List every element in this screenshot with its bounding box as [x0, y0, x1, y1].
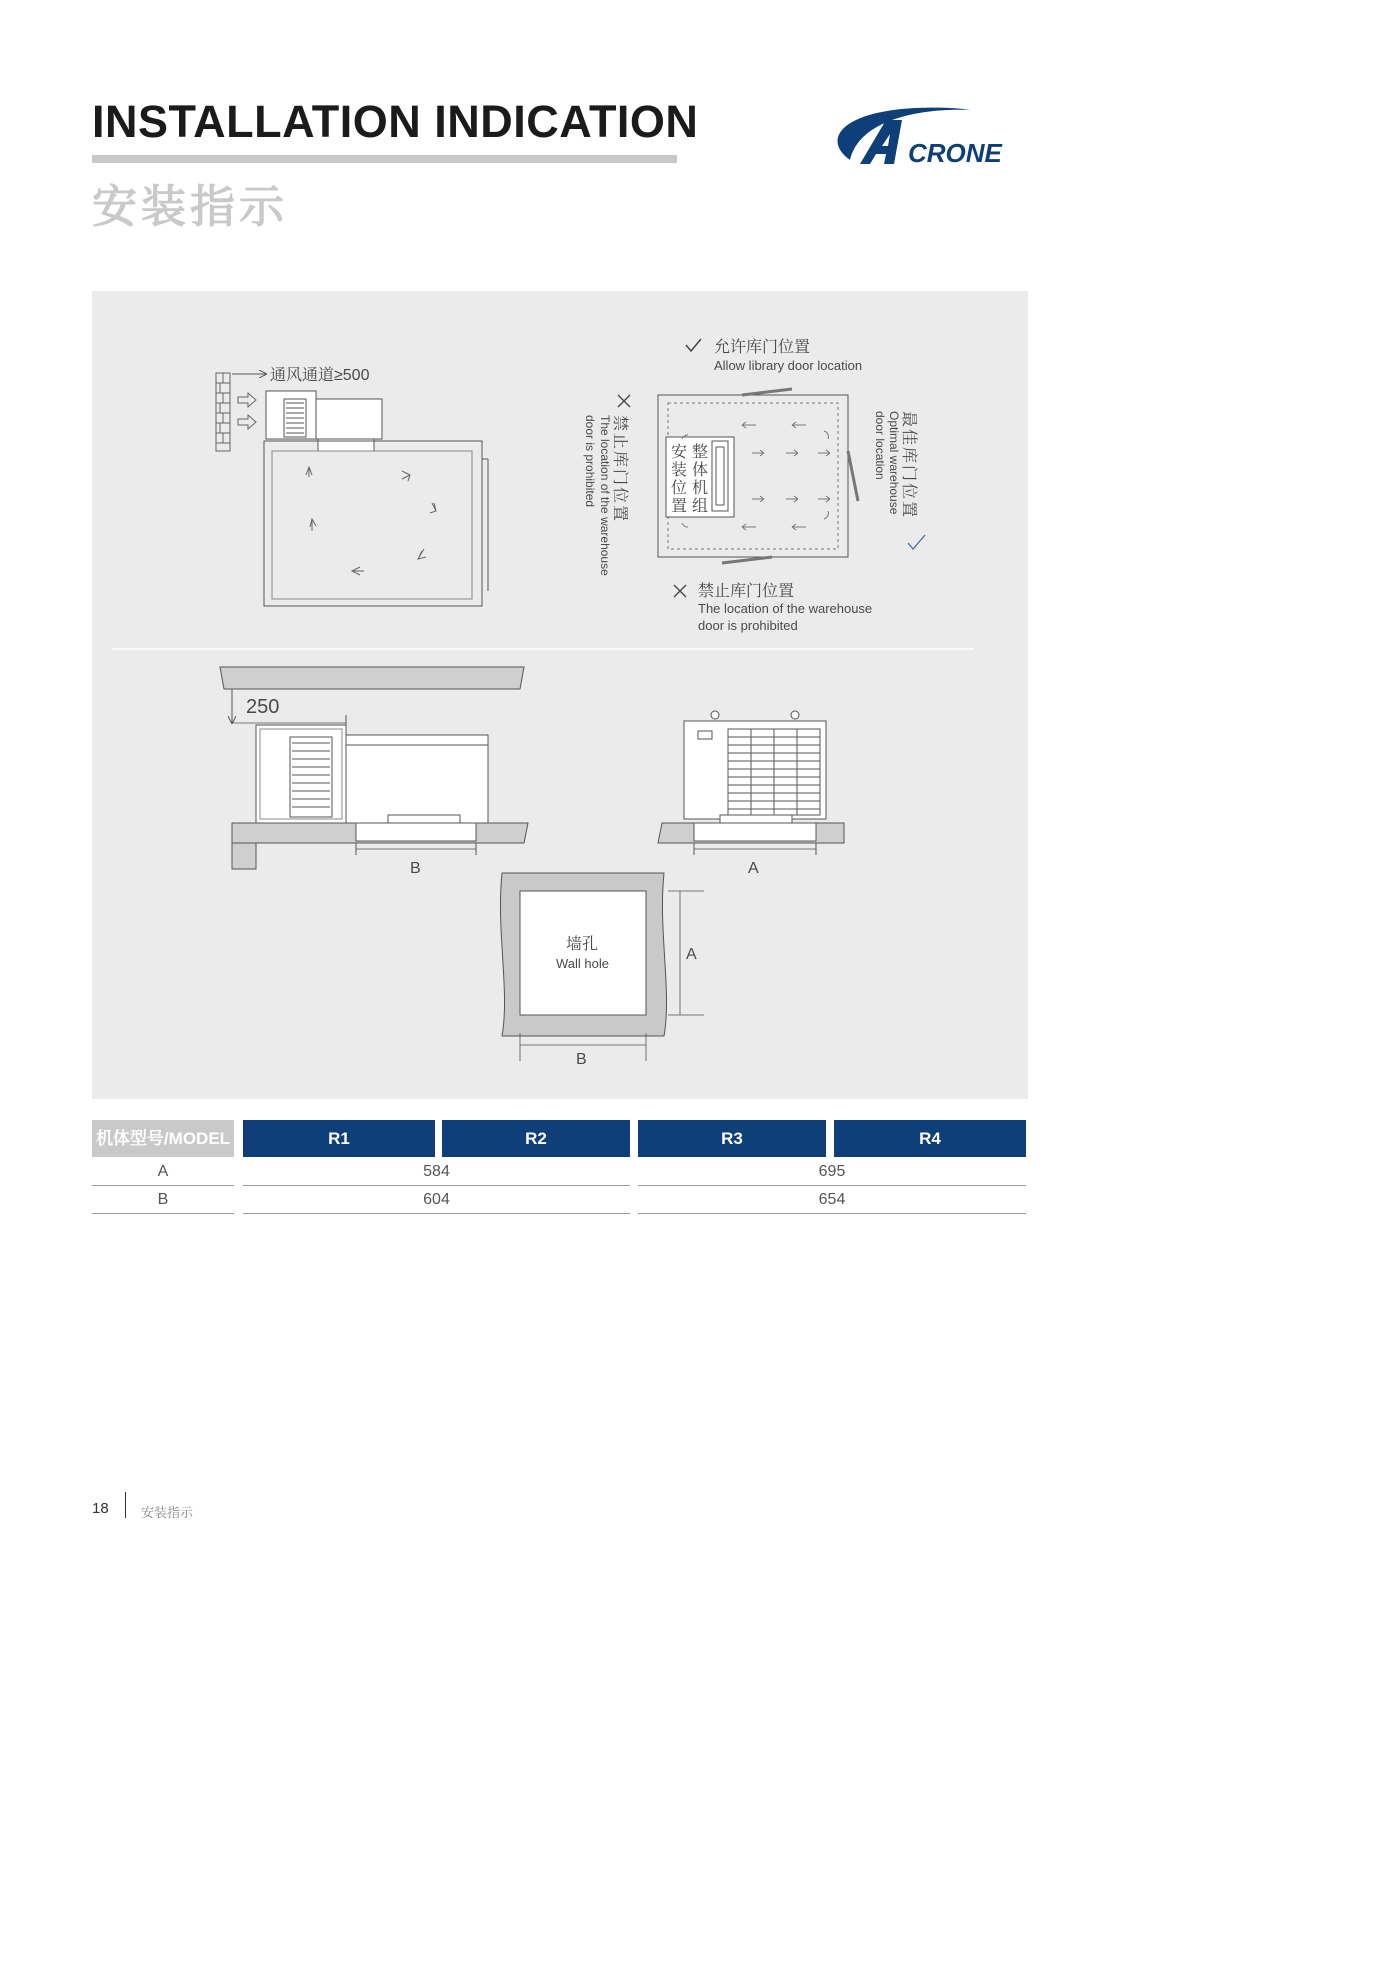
installation-diagram-panel: [92, 291, 1028, 1099]
front-wall-hole-insert: [694, 823, 816, 841]
arrow-up-icon: [310, 519, 316, 531]
door-right: [848, 451, 858, 501]
row-b-label: B: [92, 1187, 234, 1214]
cold-room-outline: [264, 441, 482, 606]
lifting-eye-icon: [711, 711, 719, 719]
side-dim-b: B: [410, 860, 421, 877]
svg-text:安: 安: [671, 444, 688, 461]
brick-wall: [216, 373, 230, 451]
table-header-r3: R3: [638, 1120, 826, 1157]
evaporator-housing: [316, 399, 382, 439]
prohibited-bottom-zh: 禁止库门位置: [698, 583, 795, 600]
footer-section: 安装指示: [141, 1505, 194, 1520]
optimal-label-zh: 最佳库门位置: [900, 411, 917, 520]
door-top: [742, 389, 792, 395]
lifting-eye-icon: [791, 711, 799, 719]
vent-channel-label: 通风通道≥500: [270, 367, 370, 384]
svg-text:组: 组: [692, 498, 709, 515]
wall-hole-detail: [500, 873, 704, 1068]
door-bottom: [722, 557, 772, 563]
table-header-r2: R2: [442, 1120, 630, 1157]
condensing-unit: [266, 391, 316, 439]
plan-view-door-positions: [583, 338, 925, 633]
prohibited-bottom-en-1: The location of the warehouse: [698, 601, 873, 616]
ceiling-slab: [220, 667, 524, 689]
check-icon: [908, 535, 925, 549]
model-dimension-table: [92, 1120, 1028, 1216]
row-b-r3-r4: 654: [638, 1187, 1026, 1214]
wall-hole: [520, 891, 646, 1015]
row-a-r1-r2: 584: [243, 1159, 630, 1186]
wall-dim-b: B: [576, 1051, 587, 1068]
check-icon: [686, 339, 701, 351]
airflow-arrow-icon: [238, 393, 256, 407]
prohibited-left-en-2: door is prohibited: [583, 415, 597, 508]
svg-text:装: 装: [671, 462, 688, 479]
row-a-label: A: [92, 1159, 234, 1186]
cross-icon: [618, 395, 630, 407]
row-b-r1-r2: 604: [243, 1187, 630, 1214]
unit-label-col1-1: 整: [692, 444, 709, 461]
table-header-r4: R4: [834, 1120, 1026, 1157]
clearance-value: 250: [246, 696, 280, 718]
page-subtitle: 安装指示: [92, 181, 289, 232]
side-evaporator: [346, 735, 488, 823]
air-circulation-arrows: [306, 467, 436, 575]
airflow-arrow-icon: [238, 415, 256, 429]
svg-text:机: 机: [692, 480, 709, 497]
allow-label-zh: 允许库门位置: [714, 339, 811, 356]
table-header-model: 机体型号/MODEL: [92, 1120, 234, 1157]
front-elevation: [658, 711, 844, 877]
optimal-label-en-1: Optimal warehouse: [887, 411, 901, 515]
table-header-r1: R1: [243, 1120, 435, 1157]
svg-text:体: 体: [692, 462, 709, 479]
title-underline: [92, 155, 677, 163]
installation-diagram: [92, 291, 1028, 1099]
side-view-ventilation: [216, 366, 488, 606]
allow-label-en: Allow library door location: [714, 358, 863, 373]
optimal-label-en-2: door location: [873, 411, 887, 480]
arrow-left-icon: [352, 567, 364, 575]
svg-text:位: 位: [671, 480, 688, 497]
arrow-up-icon: [306, 467, 312, 477]
arrow-diag-icon: [430, 503, 436, 513]
wall-hole-zh: 墙孔: [566, 936, 599, 953]
row-a-r3-r4: 695: [638, 1159, 1026, 1186]
footer-divider: [125, 1492, 126, 1518]
side-wall-hole-insert: [356, 823, 476, 841]
cross-icon: [674, 585, 686, 597]
svg-text:置: 置: [671, 498, 688, 515]
side-elevation: [220, 667, 528, 877]
page-title: INSTALLATION INDICATION: [92, 96, 699, 147]
logo-text: CRONE: [908, 138, 1002, 168]
cold-room-inner: [272, 451, 472, 599]
prohibited-left-zh: 禁止库门位置: [611, 415, 628, 524]
front-unit: [684, 721, 826, 819]
wall-hole-en: Wall hole: [556, 956, 609, 971]
prohibited-left-en-1: The location of the warehouse: [598, 415, 612, 576]
brand-logo: [820, 100, 1025, 172]
wall-dim-a: A: [686, 946, 697, 963]
arrow-diag-icon: [418, 549, 426, 559]
front-dim-a: A: [748, 860, 759, 877]
prohibited-bottom-en-2: door is prohibited: [698, 618, 798, 633]
arrow-diag-icon: [402, 471, 410, 481]
page-number: 18: [92, 1500, 109, 1517]
